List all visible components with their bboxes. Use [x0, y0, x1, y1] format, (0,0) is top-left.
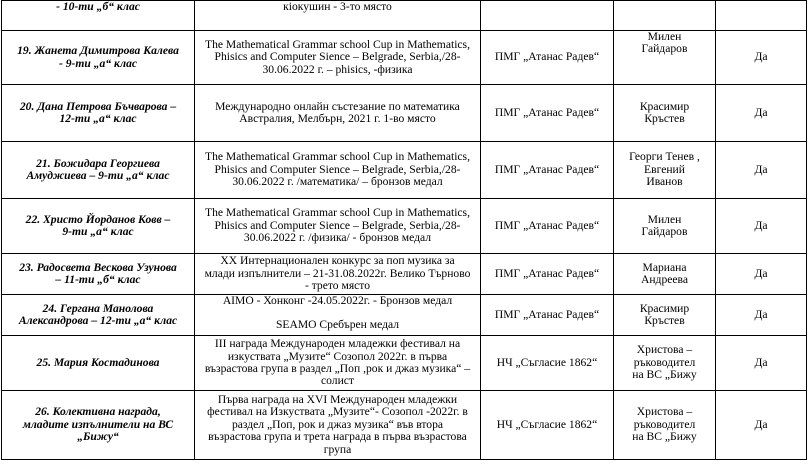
school-cell: НЧ „Съгласие 1862“ — [481, 391, 614, 460]
table-row — [2, 1, 807, 31]
answer-cell: Да — [716, 142, 807, 199]
achievement-line-1: AIMO - Хонконг -24.05.2022г. - Бронзов медал — [222, 294, 453, 307]
achievement-cell: XX Интернационален конкурс за поп музика за млади изпълнители – 21-31.08.2022г. Велико Търново - трето място — [195, 254, 481, 295]
table-row — [2, 254, 807, 295]
table-row — [2, 199, 807, 254]
school-cell — [481, 1, 614, 31]
table-row — [2, 391, 807, 460]
student-name-cell: 22. Христо Йорданов Ковв – 9-ти „а“ клас — [2, 199, 195, 254]
teacher-cell: Георги Тенев , Евгений Иванов — [614, 142, 716, 199]
table-row — [2, 336, 807, 391]
achievement-cell — [195, 295, 481, 336]
school-cell: ПМГ „Атанас Радев“ — [481, 31, 614, 85]
teacher-cell: Красимир Кръстев — [614, 85, 716, 142]
table-row — [2, 295, 807, 336]
school-cell: ПМГ „Атанас Радев“ — [481, 295, 614, 336]
student-name-cell: 23. Радосвета Вескова Узунова – 11-ти „б“ клас — [2, 254, 195, 295]
achievement-line-2: SEAMO Сребърен медал — [275, 318, 400, 332]
student-name-cell: 21. Божидара Георгиева Амуджиева – 9-ти „а“ клас — [2, 142, 195, 199]
achievement-cell: Международно онлайн състезание по математика Австралия, Мелбърн, 2021 г. 1-во място — [195, 85, 481, 142]
teacher-cell — [614, 1, 716, 31]
student-name-cell: 20. Дана Петрова Бъчварова – 12-ти „а“ клас — [2, 85, 195, 142]
achievement-cell: The Mathematical Grammar school Cup in Mathematics, Phisics and Computer Sience – Belgrade, Serbia,/28- 30.06.2022 г. – phisics, -физика — [195, 31, 481, 85]
answer-cell: Да — [716, 391, 807, 460]
answer-cell: Да — [716, 254, 807, 295]
table-row — [2, 31, 807, 85]
answer-cell — [716, 1, 807, 31]
school-cell: НЧ „Съгласие 1862“ — [481, 336, 614, 391]
answer-cell: Да — [716, 85, 807, 142]
achievement-cell: The Mathematical Grammar school Cup in Mathematics, Phisics and Computer Sience – Belgrade, Serbia,/28- 30.06.2022 г. /физика/ - бронзов медал — [195, 199, 481, 254]
teacher-cell: Милен Гайдаров — [614, 199, 716, 254]
achievement-cell: The Mathematical Grammar school Cup in Mathematics, Phisics and Computer Sience – Belgrade, Serbia,/28- 30.06.2022 г. /математика/ – бронзов медал — [195, 142, 481, 199]
achievement-cell: Първа награда на XVI Международен младежки фестивал на Изкуствата „Музите“- Созопол -2022г. в раздел „Поп, рок и джаз музика“ във втора възрастова група и трета награда в първа възрастова група — [195, 391, 481, 460]
student-name-cell: 19. Жанета Димитрова Калева - 9-ти „а“ клас — [2, 31, 195, 85]
student-name-cell: 26. Колективна награда, младите изпълнители на ВС „Бижу“ — [2, 391, 195, 460]
teacher-cell: Мариана Андреева — [614, 254, 716, 295]
answer-cell: Да — [716, 31, 807, 85]
answer-cell: Да — [716, 295, 807, 336]
teacher-cell: Христова – ръководител на ВС „Бижу — [614, 336, 716, 391]
awards-table — [1, 0, 807, 460]
teacher-cell: Христова – ръководител на ВС „Бижу — [614, 391, 716, 460]
student-name-cell: 25. Мария Костадинова — [2, 336, 195, 391]
table-row — [2, 142, 807, 199]
teacher-cell: Красимир Кръстев — [614, 295, 716, 336]
achievement-cell: III награда Международен младежки фестивал на изкуствата „Музите“ Созопол 2022г. в първа възрастова група в раздел „Поп ,рок и джаз музика“ – солист — [195, 336, 481, 391]
achievement-cell: кіокушин - 3-то място — [195, 1, 481, 31]
answer-cell: Да — [716, 336, 807, 391]
student-name-cell: 24. Гергана Манолова Александрова – 12-ти „а“ клас — [2, 295, 195, 336]
table-row — [2, 85, 807, 142]
student-name-cell: - 10-ти „б“ клас — [2, 1, 195, 31]
school-cell: ПМГ „Атанас Радев“ — [481, 254, 614, 295]
answer-cell: Да — [716, 199, 807, 254]
teacher-cell: Милен Гайдаров — [614, 31, 716, 85]
school-cell: ПМГ „Атанас Радев“ — [481, 85, 614, 142]
school-cell: ПМГ „Атанас Радев“ — [481, 142, 614, 199]
school-cell: ПМГ „Атанас Радев“ — [481, 199, 614, 254]
